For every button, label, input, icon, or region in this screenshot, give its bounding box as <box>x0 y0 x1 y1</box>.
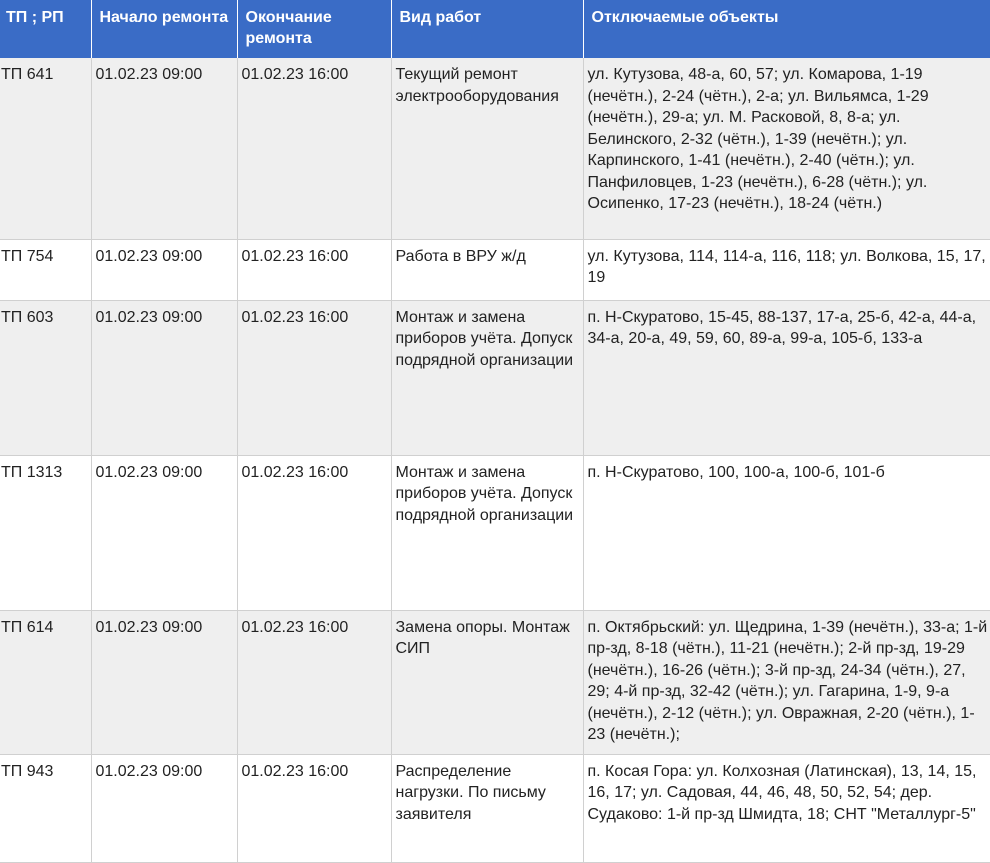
cell-end: 01.02.23 16:00 <box>237 754 391 862</box>
cell-objects: ул. Кутузова, 48-а, 60, 57; ул. Комарова, 1-19 (нечётн.), 2-24 (чётн.), 2-а; ул. Вильямса, 1-29 (нечётн.), 29-а; ул. М. Расковой, 8, 8-а; ул. Белинского, 2-32 (чётн.), 1-39 (нечётн.); ул. Карпинского, 1-41 (нечётн.), 2-40 (чётн.); ул. Панфиловцев, 1-23 (нечётн.), 6-28 (чётн.); ул. Осипенко, 17-23 (нечётн.), 18-24 (чётн.) <box>583 58 990 239</box>
cell-end: 01.02.23 16:00 <box>237 300 391 455</box>
cell-end: 01.02.23 16:00 <box>237 58 391 239</box>
cell-start: 01.02.23 09:00 <box>91 455 237 610</box>
table-row <box>0 58 990 239</box>
cell-work: Работа в ВРУ ж/д <box>391 239 583 300</box>
cell-end: 01.02.23 16:00 <box>237 239 391 300</box>
header-start: Начало ремонта <box>91 0 237 58</box>
cell-work: Монтаж и замена приборов учёта. Допуск подрядной организации <box>391 455 583 610</box>
cell-tp: ТП 641 <box>0 58 91 239</box>
cell-objects: п. Н-Скуратово, 15-45, 88-137, 17-а, 25-б, 42-а, 44-а, 34-а, 20-а, 49, 59, 60, 89-а, 99-а, 105-б, 133-а <box>583 300 990 455</box>
cell-tp: ТП 754 <box>0 239 91 300</box>
cell-end: 01.02.23 16:00 <box>237 455 391 610</box>
cell-tp: ТП 614 <box>0 610 91 754</box>
cell-objects: п. Октябрьский: ул. Щедрина, 1-39 (нечётн.), 33-а; 1-й пр-зд, 8-18 (чётн.), 11-21 (нечётн.); 2-й пр-зд, 19-29 (нечётн.), 16-26 (чётн.); 3-й пр-зд, 24-34 (чётн.), 27, 29; 4-й пр-зд, 32-42 (чётн.); ул. Гагарина, 1-9, 9-а (нечётн.), 2-12 (чётн.); ул. Овражная, 2-20 (чётн.), 1-23 (нечётн.); <box>583 610 990 754</box>
cell-start: 01.02.23 09:00 <box>91 300 237 455</box>
cell-objects: п. Н-Скуратово, 100, 100-а, 100-б, 101-б <box>583 455 990 610</box>
header-tp-rp: ТП ; РП <box>0 0 91 58</box>
cell-tp: ТП 603 <box>0 300 91 455</box>
cell-objects: п. Косая Гора: ул. Колхозная (Латинская), 13, 14, 15, 16, 17; ул. Садовая, 44, 46, 48, 50, 52, 54; дер. Судаково: 1-й пр-зд Шмидта, 18; СНТ "Металлург-5" <box>583 754 990 862</box>
header-objects: Отключаемые объекты <box>583 0 990 58</box>
table-row <box>0 300 990 455</box>
cell-start: 01.02.23 09:00 <box>91 58 237 239</box>
cell-start: 01.02.23 09:00 <box>91 754 237 862</box>
cell-work: Монтаж и замена приборов учёта. Допуск подрядной организации <box>391 300 583 455</box>
table-row <box>0 610 990 754</box>
cell-work: Распределение нагрузки. По письму заявителя <box>391 754 583 862</box>
table-row <box>0 754 990 862</box>
cell-start: 01.02.23 09:00 <box>91 239 237 300</box>
cell-start: 01.02.23 09:00 <box>91 610 237 754</box>
cell-work: Текущий ремонт электрооборудования <box>391 58 583 239</box>
cell-tp: ТП 1313 <box>0 455 91 610</box>
table-header-row <box>0 0 990 58</box>
table-row <box>0 455 990 610</box>
table-row <box>0 239 990 300</box>
header-end: Окончание ремонта <box>237 0 391 58</box>
cell-work: Замена опоры. Монтаж СИП <box>391 610 583 754</box>
cell-end: 01.02.23 16:00 <box>237 610 391 754</box>
cell-objects: ул. Кутузова, 114, 114-а, 116, 118; ул. Волкова, 15, 17, 19 <box>583 239 990 300</box>
header-work-type: Вид работ <box>391 0 583 58</box>
cell-tp: ТП 943 <box>0 754 91 862</box>
